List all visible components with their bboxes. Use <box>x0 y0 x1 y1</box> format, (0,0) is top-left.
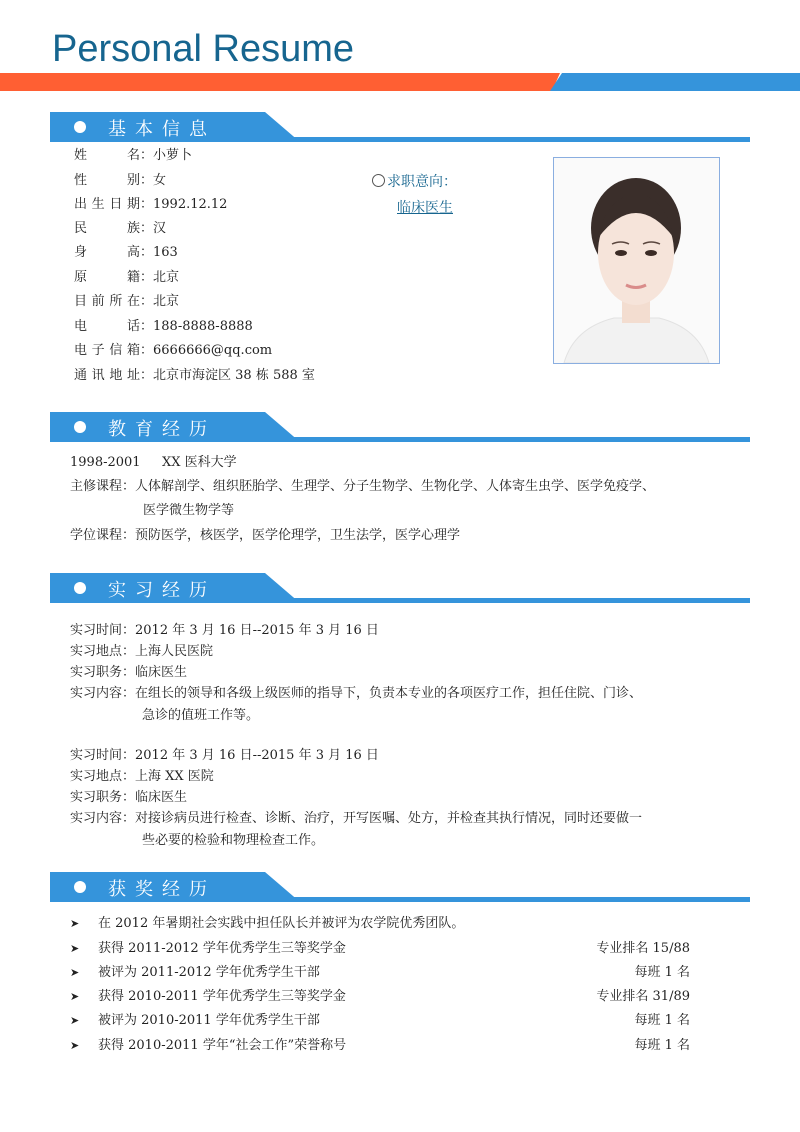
info-row: 出生日期：1992.12.12 <box>74 197 228 212</box>
info-row: 身高：163 <box>74 245 178 260</box>
bullet-dot-icon <box>74 421 86 433</box>
job-intent-label: 求职意向： <box>372 171 457 191</box>
bullet-dot-icon <box>74 121 86 133</box>
education-header: 1998-2001 XX 医科大学 <box>70 455 237 470</box>
info-row: 民族：汉 <box>74 221 167 236</box>
award-item: ➤ 在 2012 年暑期社会实践中担任队长并被评为农学院优秀团队。 <box>70 916 465 931</box>
info-row: 目前所在：北京 <box>74 294 180 309</box>
arrow-bullet-icon: ➤ <box>70 1039 80 1052</box>
info-row: 电话：188-8888-8888 <box>74 319 253 334</box>
education-degree: 学位课程：预防医学，核医学，医学伦理学，卫生法学，医学心理学 <box>70 528 461 543</box>
bullet-dot-icon <box>74 881 86 893</box>
section-header-education: 教育经历 <box>50 412 750 442</box>
section-header-basic: 基本信息 <box>50 112 750 142</box>
arrow-bullet-icon: ➤ <box>70 966 80 979</box>
award-item: ➤ 被评为 2010-2011 学年优秀学生干部 每班 1 名 <box>70 1013 690 1028</box>
arrow-bullet-icon: ➤ <box>70 1014 80 1027</box>
info-row: 姓名：小萝卜 <box>74 148 193 163</box>
blue-stripe <box>550 73 800 91</box>
section-header-internship: 实习经历 <box>50 573 750 603</box>
award-item: ➤ 获得 2010-2011 学年“社会工作”荣誉称号 每班 1 名 <box>70 1038 690 1053</box>
education-major: 主修课程：人体解剖学、组织胚胎学、生理学、分子生物学、生物化学、人体寄生虫学、医学免疫学、 <box>70 479 656 494</box>
page-title: Personal Resume <box>52 28 355 70</box>
info-row: 电子信箱：6666666@qq.com <box>74 343 273 358</box>
arrow-bullet-icon: ➤ <box>70 990 80 1003</box>
profile-photo <box>553 157 720 364</box>
arrow-bullet-icon: ➤ <box>70 917 80 930</box>
info-row: 原籍：北京 <box>74 270 180 285</box>
portrait-photo-icon <box>554 158 719 363</box>
orange-stripe <box>0 73 560 91</box>
arrow-bullet-icon: ➤ <box>70 942 80 955</box>
job-intent-value[interactable]: 临床医生 <box>397 200 453 216</box>
award-item: ➤ 被评为 2011-2012 学年优秀学生干部 每班 1 名 <box>70 965 690 980</box>
bullet-dot-icon <box>74 582 86 594</box>
award-item: ➤ 获得 2011-2012 学年优秀学生三等奖学金 专业排名 15/88 <box>70 941 690 956</box>
info-row: 性别：女 <box>74 173 167 188</box>
section-header-awards: 获奖经历 <box>50 872 750 902</box>
award-item: ➤ 获得 2010-2011 学年优秀学生三等奖学金 专业排名 31/89 <box>70 989 690 1004</box>
education-major-cont: 医学微生物学等 <box>143 503 235 518</box>
circle-icon <box>372 174 385 187</box>
info-row: 通讯地址：北京市海淀区 38 栋 588 室 <box>74 368 315 383</box>
